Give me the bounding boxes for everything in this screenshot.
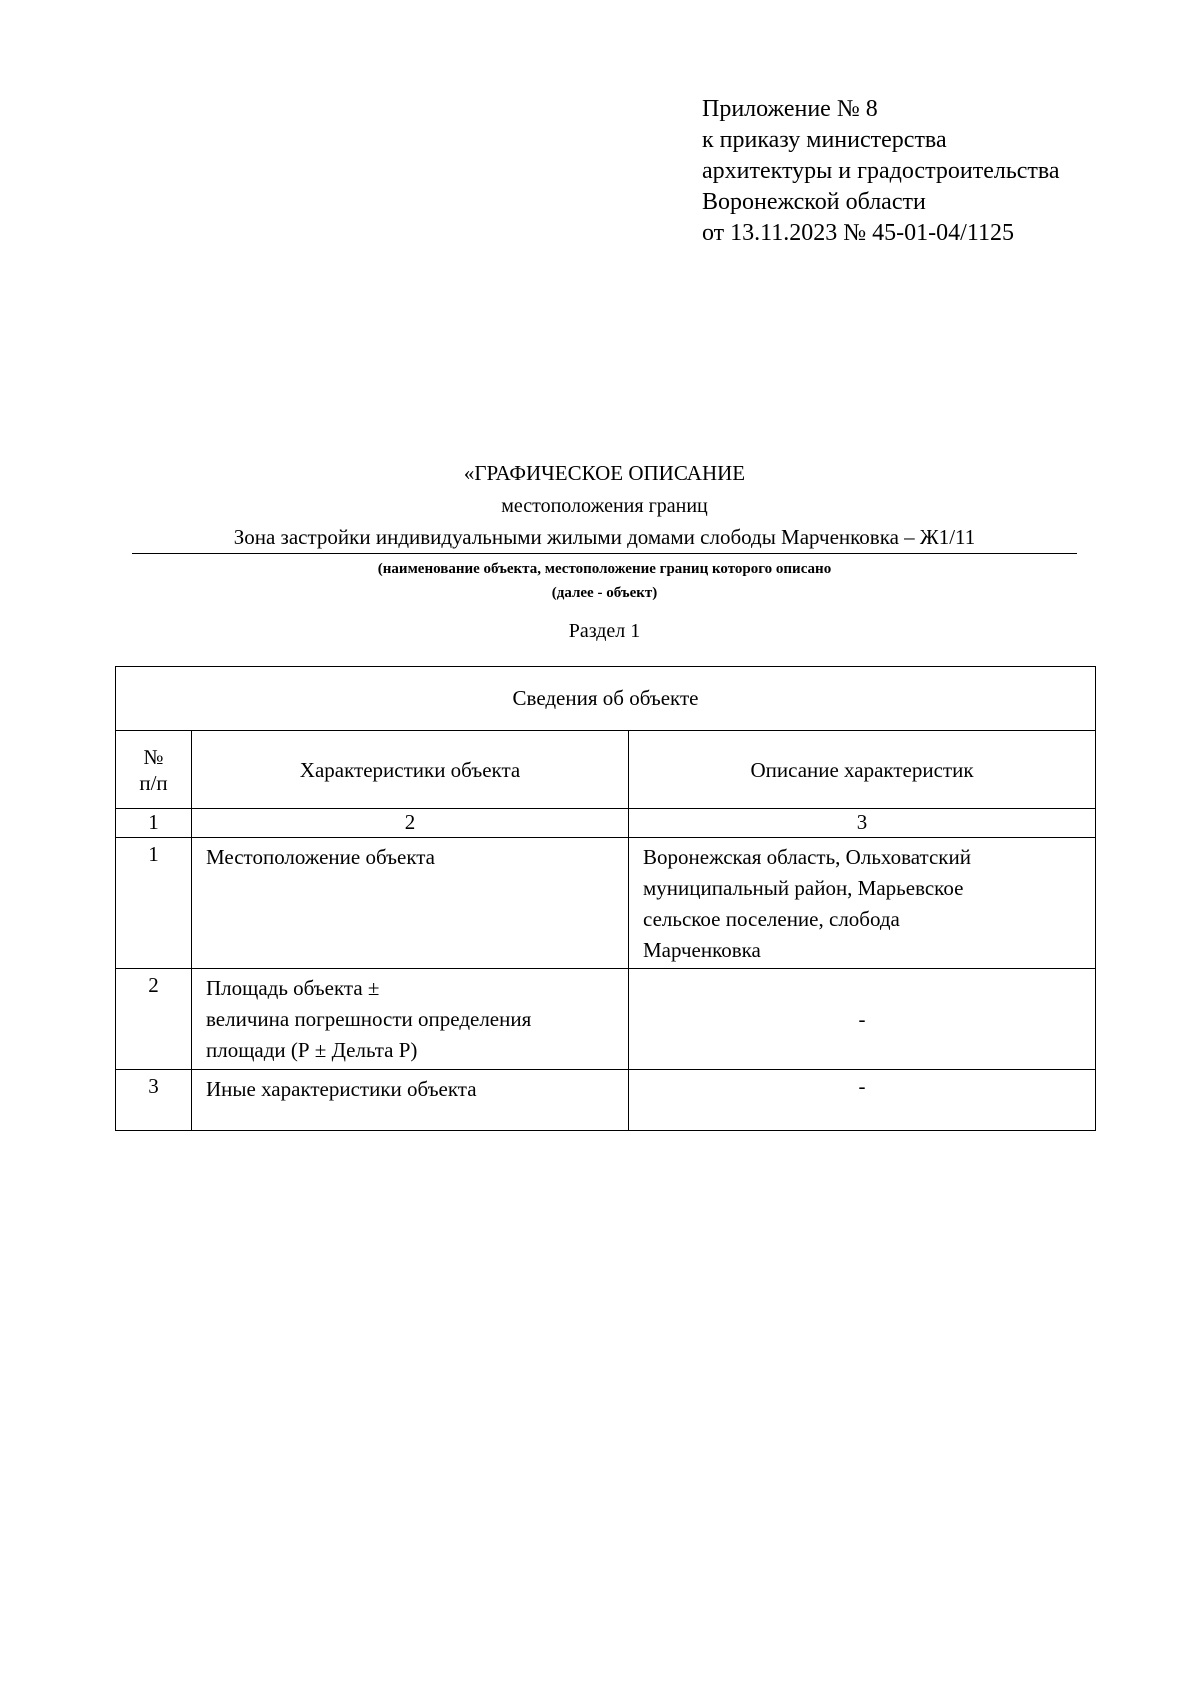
header-characteristics: Характеристики объекта xyxy=(192,731,629,809)
appendix-line: Приложение № 8 xyxy=(702,96,878,122)
document-subtitle: местоположения границ xyxy=(501,495,708,517)
note-line: (далее - объект) xyxy=(551,585,658,601)
note-line: (наименование объекта, местоположение границ которого описано xyxy=(377,561,832,577)
column-index-row xyxy=(116,809,1096,838)
table-row xyxy=(116,1070,1096,1131)
column-index: 2 xyxy=(192,809,629,838)
row-characteristic xyxy=(192,1070,629,1131)
cell-line: величина погрешности определения xyxy=(206,1007,532,1031)
cell-line: Воронежская область, Ольховатский xyxy=(643,845,971,869)
cell-line: Марченковка xyxy=(643,938,761,962)
cell-line: Местоположение объекта xyxy=(206,845,436,869)
row-characteristic xyxy=(192,969,629,1070)
header-num-line: п/п xyxy=(139,770,168,795)
row-number: 2 xyxy=(116,969,192,1070)
cell-line: сельское поселение, слобода xyxy=(643,907,900,931)
section-title: Раздел 1 xyxy=(568,620,641,642)
row-number: 1 xyxy=(116,838,192,969)
cell-line: Иные характеристики объекта xyxy=(206,1077,477,1101)
appendix-block xyxy=(702,94,1060,249)
object-name: Зона застройки индивидуальными жилыми домами слободы Марченковка – Ж1/11 xyxy=(132,523,1077,554)
cell-line: муниципальный район, Марьевское xyxy=(643,876,964,900)
document-title: «ГРАФИЧЕСКОЕ ОПИСАНИЕ xyxy=(463,461,746,485)
table-row xyxy=(116,969,1096,1070)
row-characteristic xyxy=(192,838,629,969)
table-row xyxy=(116,838,1096,969)
document-title-block xyxy=(132,460,1077,644)
appendix-line: от 13.11.2023 № 45-01-04/1125 xyxy=(702,220,1014,246)
appendix-line: Воронежской области xyxy=(702,189,926,215)
column-index: 1 xyxy=(116,809,192,838)
row-description: - xyxy=(629,969,1096,1070)
row-number: 3 xyxy=(116,1070,192,1131)
table-caption-row xyxy=(116,667,1096,731)
appendix-line: к приказу министерства xyxy=(702,127,947,153)
cell-line: площади (Р ± Дельта Р) xyxy=(206,1038,418,1062)
object-name-note xyxy=(132,557,1077,605)
header-num-line: № xyxy=(143,744,164,769)
header-num xyxy=(116,731,192,809)
appendix-line: архитектуры и градостроительства xyxy=(702,158,1060,184)
cell-line: Площадь объекта ± xyxy=(206,976,380,1000)
object-info-table xyxy=(115,666,1096,1131)
table-header-row xyxy=(116,731,1096,809)
table-caption: Сведения об объекте xyxy=(116,667,1096,731)
row-description: - xyxy=(629,1070,1096,1131)
header-description: Описание характеристик xyxy=(629,731,1096,809)
column-index: 3 xyxy=(629,809,1096,838)
row-description xyxy=(629,838,1096,969)
